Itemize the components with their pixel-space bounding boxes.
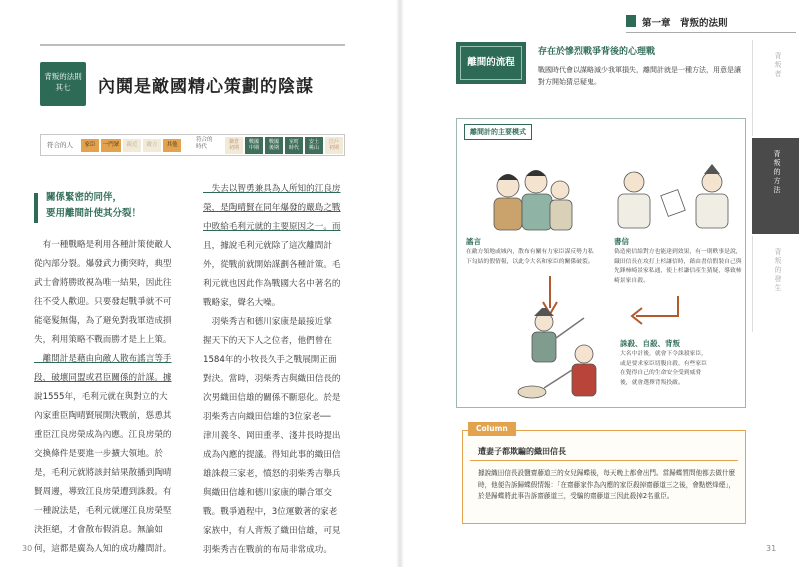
era-chip-4-l1: 室町: [288, 139, 299, 145]
battle-illustration: [514, 308, 614, 404]
side-tab-traitor[interactable]: [752, 40, 799, 136]
body-line: 有一種戰略是利用各種計策使敵人: [34, 240, 172, 250]
body-line: 雄誅殺三家老，憤怒的羽柴秀吉舉兵: [203, 469, 341, 479]
flow-intro: 戰國時代會以謀略減少我軍損失，離間計就是一種方法，用意是讓對方開始猜忌疑鬼。: [538, 66, 741, 86]
era-chip-4-l2: 時代: [288, 145, 299, 151]
body-line: 離間計是藉由向敵人散布謠言等手: [34, 354, 172, 364]
body-line: 利元就也因此作為戰國大名中著名的: [203, 279, 341, 289]
side-tab-label: 背叛者: [774, 52, 782, 78]
rumor-text: 在敵方領地或城內，散布有關有力家臣謀反勢力私下勾結的假情報，以此令大名和家臣的關係破裂。: [466, 249, 594, 265]
book-gutter: [396, 0, 404, 567]
era-label: [196, 137, 213, 151]
arrow-bend-icon: [628, 296, 684, 336]
side-tab-methods[interactable]: [752, 138, 799, 234]
letter-illustration: [612, 162, 738, 234]
body-line: 羽柴秀吉向織田信雄的3位家老──: [203, 412, 331, 422]
side-tab-occurrence[interactable]: [752, 236, 799, 332]
chapter-header: [626, 12, 796, 33]
body-line: 羽柴秀吉在戰前的布局非常成功。: [203, 545, 332, 555]
body-line: 重臣江良房榮成為內應。江良房榮的: [34, 430, 172, 440]
body-line: 榮，是陶晴賢在同年爆發的嚴島之戰: [203, 203, 341, 213]
body-line: 成為內應的提議。得知此事的織田信: [203, 450, 341, 460]
body-line: 賢周邊，導致江良房榮遭到誅殺。有: [34, 487, 172, 497]
law-badge-line1: 背叛的法則: [44, 72, 82, 81]
chapter-mark: [626, 15, 636, 27]
body-line: 1584年的小牧長久手之戰展開正面: [203, 355, 337, 365]
era-chip-2-l1: 戰國: [248, 139, 259, 145]
flow-subtitle: 存在於慘烈戰爭背後的心理戰: [538, 47, 656, 57]
era-chip-3-l2: 後期: [268, 145, 279, 151]
body-line: 戰略家，聲名大噪。: [203, 298, 281, 308]
body-line: 與織田信雄和德川家康的聯合軍交: [203, 488, 332, 498]
law-badge-line2: 其七: [55, 83, 71, 92]
body-line: 且，據說毛利元就除了這次離間計: [203, 241, 332, 251]
body-line: 中敗給毛利元就的主要原因之一。而: [203, 222, 341, 232]
letter-text: 偽造密信給對方也能達到效果，有一則軼事是說，織田信長在攻打上杉謙信時，藉由書信假裝自己與先鋒柿崎景家私通，使上杉謙信產生猜疑，導致柿崎景家自殺。: [614, 249, 742, 284]
body-line: 戰。戰爭過程中，3位運數著的家老: [203, 507, 338, 517]
chapter-title: 第一章 背叛的法則: [642, 18, 728, 29]
side-tab-label: 背叛的發生: [774, 248, 782, 292]
who-chip-close: 親近: [123, 139, 141, 152]
who-chip-enemy: 敵方: [143, 139, 161, 152]
column-title: 遭妻子都欺騙的織田信長: [478, 447, 566, 456]
callout-line1: 關係緊密的同伴，: [46, 192, 123, 203]
era-chip-6: [325, 137, 343, 154]
era-chip-3-l1: 戰國: [268, 139, 279, 145]
flow-badge: [456, 42, 526, 84]
letter-title: 書信: [614, 237, 629, 246]
era-label-line1: 符合的: [196, 137, 213, 143]
body-line: 次男織田信雄的關係不斷惡化。於是: [203, 393, 341, 403]
body-line: 握天下的天下人之位者，他們曾在: [203, 336, 332, 346]
era-chip-2: [245, 137, 263, 154]
rumor-illustration: [486, 164, 574, 234]
purge-title: 誅殺、自殺、背叛: [620, 339, 680, 348]
column-text: 據說織田信長設鹽齋藤道三的女兒歸蝶後，每天晚上都會出門。當歸蝶質問他都去做什麼時，他便告訴歸蝶假情報：「在齋藤家作為內應的家臣殺掉齋藤道三之後，會點燃烽煙」，於是歸蝶將此事告訴齋藤道三，受騙的齋藤道三因此殺掉2名重臣。: [478, 469, 736, 500]
body-line: 羽柴秀吉和德川家康是最接近掌: [203, 317, 332, 327]
era-chip-2-l2: 中期: [248, 145, 259, 151]
era-chip-5: [305, 137, 323, 154]
body-line: 家族中，有人背叛了織田信雄，可見: [203, 526, 341, 536]
column-tab: Column: [468, 422, 516, 436]
body-line: 津川義冬、岡田重孝、淺井長時提出: [203, 431, 341, 441]
body-line: 從內部分裂。爆發武力衝突時，典型: [34, 259, 172, 269]
who-chip-retainer: 家臣: [81, 139, 99, 152]
body-line: 一種說法是，毛利元就運江良房榮堅: [34, 506, 172, 516]
body-line: 能毫髮無傷，為了避免對我軍造成損: [34, 316, 172, 326]
callout-heading: [46, 190, 141, 222]
flow-badge-label: 離間的流程: [467, 57, 515, 68]
body-line: 對決。當時，羽柴秀吉與織田信長的: [203, 374, 341, 384]
body-line: 決拒絕，才會散布假消息。無論如: [34, 525, 163, 535]
era-chip-6-l1: 江戶: [328, 139, 339, 145]
side-tab-label: 背叛的方法: [773, 150, 781, 194]
left-page: [0, 0, 396, 567]
era-chip-3: [265, 137, 283, 154]
law-badge: [40, 62, 86, 106]
era-chip-1-l1: 鎌倉: [228, 139, 239, 145]
body-column-1: [34, 236, 194, 559]
era-chip-6-l2: 初期: [328, 145, 339, 151]
body-line: 說1555年，毛利元就在與對立的大: [34, 392, 168, 402]
body-line: 失去以智勇兼具為人所知的江良房: [203, 184, 341, 194]
body-line: 內家重臣陶晴賢展開決戰前，慫恿其: [34, 411, 172, 421]
purge-text: 大名中計後，就會下令誅殺家臣，或是要求家臣切腹自殺，有些家臣在覺得自己的生命安全受到威脅後，就會選擇背叛投敵。: [620, 351, 707, 386]
body-line: 何，這都是廣為人知的成功離間計。: [34, 544, 172, 554]
era-chip-5-l2: 桃山: [308, 145, 319, 151]
applicability-bar: [40, 134, 345, 156]
era-chip-5-l1: 安土: [308, 139, 319, 145]
era-chip-1-l2: 初期: [228, 145, 239, 151]
body-line: 是，毛利元就將該封結果散播到陶晴: [34, 468, 172, 478]
page-number-left: 30: [22, 544, 33, 553]
era-chip-1: [225, 137, 243, 154]
rumor-title: 謠言: [466, 237, 481, 246]
era-label-line2: 時代: [196, 144, 208, 150]
body-line: 武士會將勝敗視為唯一結果，因此往: [34, 278, 172, 288]
diagram-label: 離間計的主要模式: [464, 124, 532, 140]
who-chip-clan: 一門眾: [101, 139, 121, 152]
body-line: 外，從戰前就開始謀劃各種計策。毛: [203, 260, 341, 270]
body-line: 往不受人歡迎。只要發起戰爭就不可: [34, 297, 172, 307]
era-chip-4: [285, 137, 303, 154]
header-rule: [40, 44, 345, 46]
body-line: 失，利用策略不戰而勝才是上上策。: [34, 335, 172, 345]
page-title: 內鬨是敵國精心策劃的陰謀: [98, 77, 314, 97]
page-number-right: 31: [766, 544, 777, 553]
callout-bar: [34, 193, 38, 223]
column-rule: [470, 460, 738, 461]
body-line: 段，破壞同盟或君臣關係的計謀。據: [34, 373, 172, 383]
body-column-2: [203, 180, 353, 560]
who-chip-other: 其他: [163, 139, 181, 152]
callout-line2: 要用離間計使其分裂！: [46, 208, 142, 219]
body-line: 交換條件是要進一步擴大領地。於: [34, 449, 163, 459]
who-label: 符合的人: [47, 141, 73, 149]
